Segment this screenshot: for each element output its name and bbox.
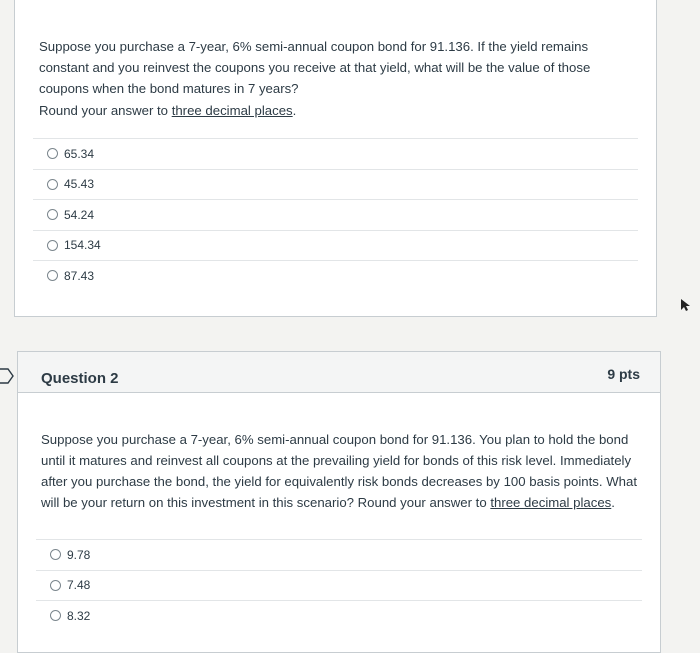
answer-option[interactable]	[36, 570, 642, 601]
radio-icon[interactable]	[47, 179, 58, 190]
answer-label: 54.24	[64, 207, 95, 222]
radio-icon[interactable]	[47, 209, 58, 220]
radio-icon[interactable]	[50, 610, 61, 621]
rounding-suffix: .	[292, 103, 297, 118]
answer-option[interactable]	[33, 169, 638, 200]
question-2-header	[18, 352, 660, 393]
question-2-answers	[36, 539, 642, 631]
answer-label: 65.34	[64, 146, 95, 161]
question-1-card	[14, 0, 657, 317]
radio-icon[interactable]	[47, 240, 58, 251]
three-decimal-places-link[interactable]: three decimal places	[171, 103, 293, 118]
radio-icon[interactable]	[47, 270, 58, 281]
answer-option[interactable]	[33, 260, 638, 291]
question-1-text: Suppose you purchase a 7-year, 6% semi-annual coupon bond for 91.136. If the yield remains constant and you reinvest the coupons you receive at that yield, what will be the value of those coupons when the bond matures in 7 years?	[39, 39, 591, 96]
answer-label: 154.34	[64, 238, 101, 253]
answer-label: 9.78	[67, 547, 91, 562]
radio-icon[interactable]	[50, 549, 61, 560]
answer-option[interactable]	[33, 199, 638, 230]
question-2-title: Question 2	[41, 370, 119, 387]
question-1-answers	[33, 138, 638, 291]
answer-option[interactable]	[36, 600, 642, 631]
rounding-prefix: Round your answer to	[39, 103, 172, 118]
question-2-body: Suppose you purchase a 7-year, 6% semi-annual coupon bond for 91.136. You plan to hold the bond until it matures and reinvest all coupons at the prevailing yield for bonds of this risk level. Immediately after you purchase the bond, the yield for equivalently risk bonds decreases by 100 basis points. What will be your return on this investment in this scenario? Round your answer to	[41, 432, 637, 510]
radio-icon[interactable]	[47, 148, 58, 159]
three-decimal-places-link[interactable]: three decimal places	[490, 495, 612, 510]
rounding-suffix: .	[611, 495, 615, 510]
answer-option[interactable]	[33, 230, 638, 261]
question-2-card	[17, 351, 661, 653]
question-1-rounding-note	[39, 103, 296, 118]
bookmark-flag-icon[interactable]	[0, 368, 14, 384]
mouse-cursor-icon	[680, 298, 692, 312]
answer-option[interactable]	[33, 138, 638, 169]
answer-label: 45.43	[64, 177, 95, 192]
radio-icon[interactable]	[50, 580, 61, 591]
answer-option[interactable]	[36, 539, 642, 570]
question-2-text	[41, 429, 641, 513]
answer-label: 7.48	[67, 578, 91, 593]
answer-label: 8.32	[67, 608, 91, 623]
answer-label: 87.43	[64, 268, 95, 283]
question-2-points: 9 pts	[607, 366, 640, 382]
